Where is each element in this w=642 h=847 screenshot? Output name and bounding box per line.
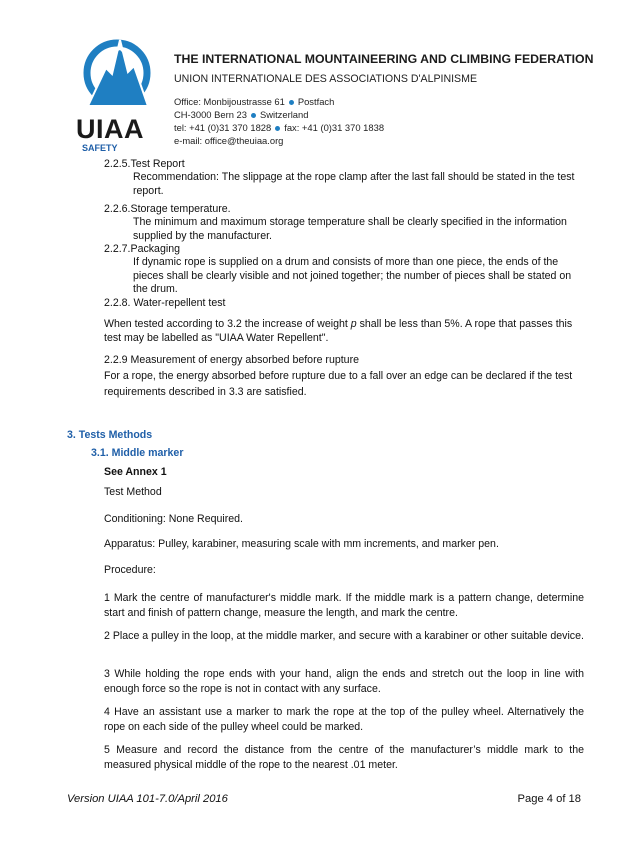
item-heading-2-2-9: 2.2.9 Measurement of energy absorbed before rupture [104, 354, 359, 366]
section-3-heading: 3. Tests Methods [67, 429, 153, 441]
item-heading-2-2-5: 2.2.5.Test Report [104, 158, 185, 170]
office-text: Office: Monbijoustrasse 61 [174, 96, 285, 107]
org-title: THE INTERNATIONAL MOUNTAINEERING AND CLIMBING FEDERATION [174, 52, 594, 66]
water-text-pre: When tested according to 3.2 the increase of weight [104, 318, 351, 330]
procedure-step-5: 5 Measure and record the distance from the centre of the manufacturer’s middle mark to the measured physical middle of the rope to the nearest .01 meter. [104, 744, 584, 771]
logo-wordmark: UIAA [76, 114, 144, 144]
test-method-label: Test Method [104, 486, 162, 498]
item-heading-2-2-6: 2.2.6.Storage temperature. [104, 203, 231, 215]
bullet-dot-icon [289, 100, 294, 105]
procedure-step-1: 1 Mark the centre of manufacturer's middle mark. If the middle mark is a pattern change, determine start and finish of pattern change, measure the length, and mark the centre. [104, 592, 584, 619]
org-address [174, 95, 614, 147]
tel-text: tel: +41 (0)31 370 1828 [174, 122, 272, 133]
conditioning-text: Conditioning: None Required. [104, 513, 243, 525]
footer-page-number: Page 4 of 18 [517, 793, 581, 805]
water-repellent-text [104, 318, 582, 345]
item-heading-2-2-7: 2.2.7.Packaging [104, 243, 180, 255]
org-header [174, 52, 614, 147]
country-text: Switzerland [259, 109, 309, 120]
bullet-dot-icon [251, 113, 256, 118]
section-3-1-heading: 3.1. Middle marker [91, 447, 184, 459]
annex-reference: See Annex 1 [104, 466, 167, 478]
office-line [174, 95, 614, 108]
procedure-step-4: 4 Have an assistant use a marker to mark the rope at the top of the pulley wheel. Alternatively the rope on each side of the pulley wheel could be marked. [104, 706, 584, 733]
item-heading-2-2-8: 2.2.8. Water-repellent test [104, 297, 226, 309]
org-subtitle: UNION INTERNATIONALE DES ASSOCIATIONS D'ALPINISME [174, 73, 478, 85]
city-text: CH-3000 Bern 23 [174, 109, 247, 120]
bullet-dot-icon [275, 126, 280, 131]
fax-text: fax: +41 (0)31 370 1838 [284, 122, 385, 133]
footer-version: Version UIAA 101-7.0/April 2016 [67, 793, 228, 805]
procedure-step-2: 2 Place a pulley in the loop, at the middle marker, and secure with a karabiner or other suitable device. [104, 630, 584, 642]
energy-text: For a rope, the energy absorbed before rupture due to a fall over an edge can be declared if the test requirements described in 3.3 are satisfied. [104, 370, 573, 398]
procedure-label: Procedure: [104, 564, 156, 576]
water-variable: p [350, 318, 357, 330]
item-body-2-2-5: Recommendation: The slippage at the rope clamp after the last fall should be stated in the test report. [133, 171, 575, 197]
item-body-2-2-7: If dynamic rope is supplied on a drum and consists of more than one piece, the ends of the pieces shall be clearly visible and not joined together; the number of pieces shall be stated on the drum. [133, 256, 572, 295]
phone-line [174, 121, 614, 134]
water-text-post: shall be less than 5%. A rope that passes this test may be labelled as "UIAA Water Repellent". [104, 318, 573, 344]
mountain-logo-icon [82, 28, 152, 114]
apparatus-text: Apparatus: Pulley, karabiner, measuring scale with mm increments, and marker pen. [104, 538, 499, 550]
uiaa-logo [76, 28, 158, 153]
item-body-2-2-6: The minimum and maximum storage temperature shall be clearly specified in the information supplied by the manufacturer. [133, 216, 567, 242]
logo-safety-tag: SAFETY [82, 143, 118, 153]
postfach-text: Postfach [297, 96, 335, 107]
city-line [174, 108, 614, 121]
email-line[interactable]: e-mail: office@theuiaa.org [174, 135, 284, 146]
procedure-step-3: 3 While holding the rope ends with your hand, align the ends and stretch out the loop in line with enough force so the rope is not in contact with any surface. [104, 668, 584, 695]
